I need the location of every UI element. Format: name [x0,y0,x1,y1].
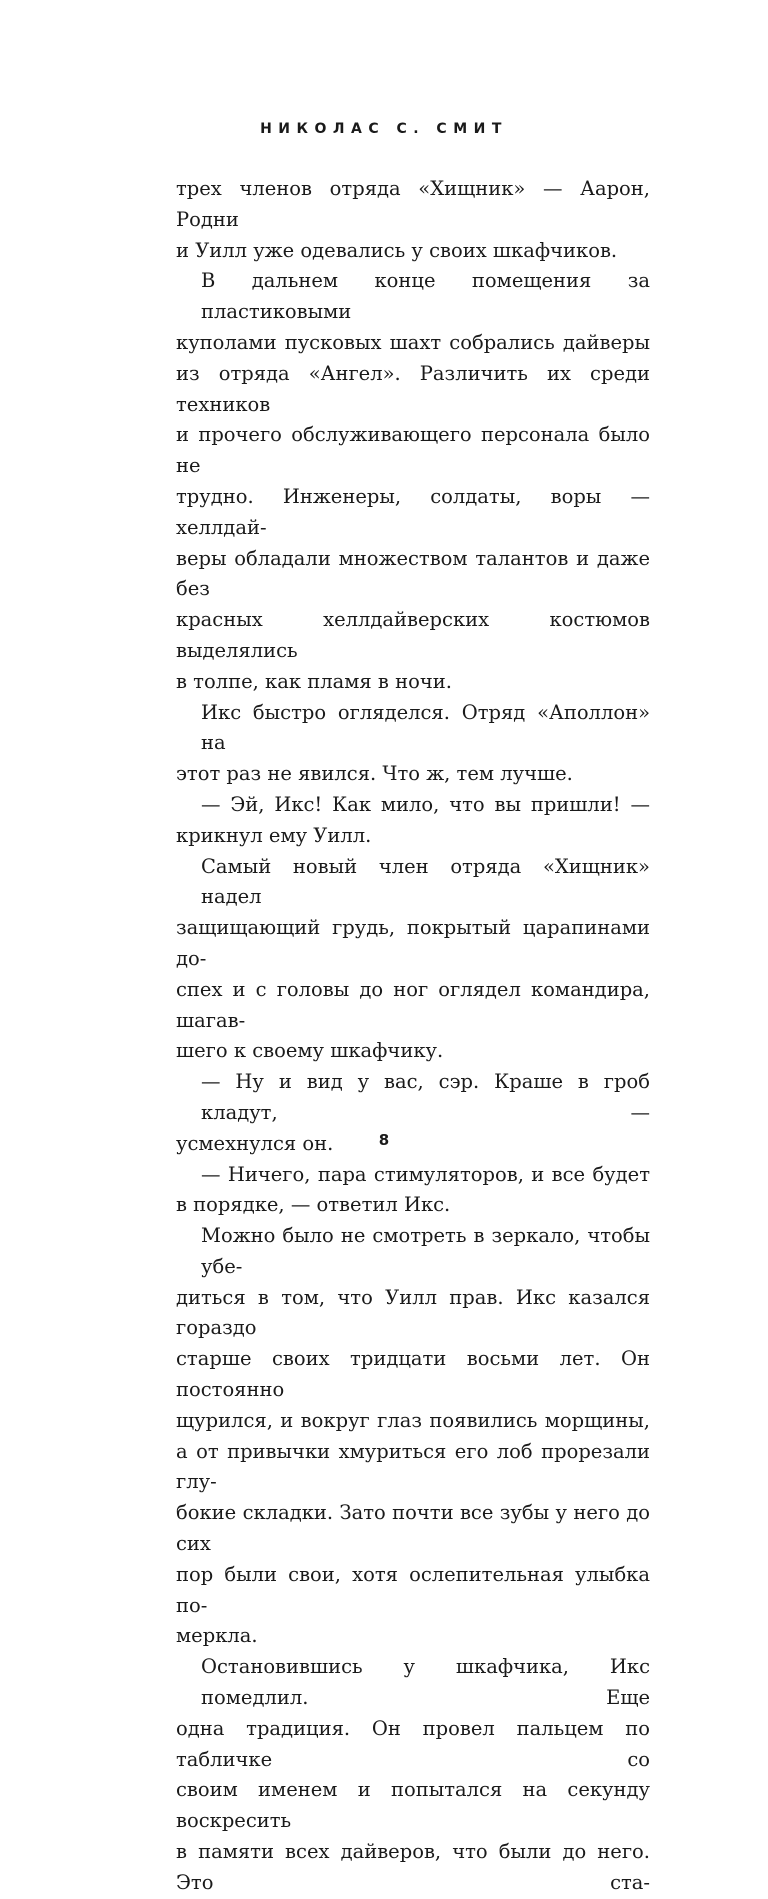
text-line: и прочего обслуживающего персонала было не [176,423,650,478]
text-line: защищающий грудь, покрытый царапинами до- [176,916,650,970]
text-line: крикнул ему Уилл. [176,823,372,847]
paragraph [176,1652,650,1898]
page-number: 8 [378,1131,390,1149]
paragraph [176,1160,650,1222]
text-line: куполами пусковых шахт собрались дайверы [176,330,650,354]
paragraph [176,790,650,852]
paragraph [176,698,650,790]
text-line: Можно было не смотреть в зеркало, чтобы убе- [201,1224,650,1278]
text-line: в толпе, как пламя в ночи. [176,669,452,693]
text-line: а от привычки хмуриться его лоб прорезали глу- [176,1439,650,1494]
running-head: НИКОЛАС С. СМИТ [260,121,508,137]
text-line: одна традиция. Он провел пальцем по табличке со [176,1716,650,1771]
paragraph [176,266,650,697]
text-line: своим именем и попытался на секунду воскресить [176,1778,650,1833]
text-line: в порядке, — ответил Икс. [176,1193,451,1217]
text-line: и Уилл уже одевались у своих шкафчиков. [176,238,618,262]
body-text [176,174,650,1899]
text-line: Самый новый член отряда «Хищник» надел [201,854,650,909]
text-line: щурился, и вокруг глаз появились морщины, [176,1408,650,1432]
text-line: этот раз не явился. Что ж, тем лучше. [176,762,573,786]
text-line: В дальнем конце помещения за пластиковыми [201,269,650,324]
text-line: веры обладали множеством талантов и даже без [176,546,650,601]
text-line: Икс быстро огляделся. Отряд «Аполлон» на [201,700,650,755]
text-line: — Ну и вид у вас, сэр. Краше в гроб кладут, — [201,1070,650,1124]
paragraph [176,852,650,1068]
text-line: шего к своему шкафчику. [176,1039,444,1063]
paragraph [176,174,650,266]
text-line: старше своих тридцати восьми лет. Он постоянно [176,1347,650,1402]
text-line: — Эй, Икс! Как мило, что вы пришли! — [201,792,650,816]
text-line: бокие складки. Зато почти все зубы у него до сих [176,1501,650,1556]
text-line: меркла. [176,1624,258,1648]
text-line: в памяти всех дайверов, что были до него. Это ста- [176,1840,650,1894]
text-line: спех и с головы до ног оглядел командира, шагав- [176,977,650,1032]
text-line: Остановившись у шкафчика, Икс помедлил. Еще [201,1655,650,1710]
text-line: из отряда «Ангел». Различить их среди техников [176,361,650,416]
text-line: красных хеллдайверских костюмов выделялись [176,608,650,662]
text-line: диться в том, что Уилл прав. Икс казался гораздо [176,1285,650,1340]
paragraph [176,1221,650,1652]
text-line: трудно. Инженеры, солдаты, воры — хеллдай- [176,484,650,539]
text-line: усмехнулся он. [176,1131,334,1155]
text-line: трех членов отряда «Хищник» — Аарон, Родни [176,177,650,231]
text-line: — Ничего, пара стимуляторов, и все будет [201,1162,650,1186]
text-line: пор были свои, хотя ослепительная улыбка по- [176,1562,650,1617]
